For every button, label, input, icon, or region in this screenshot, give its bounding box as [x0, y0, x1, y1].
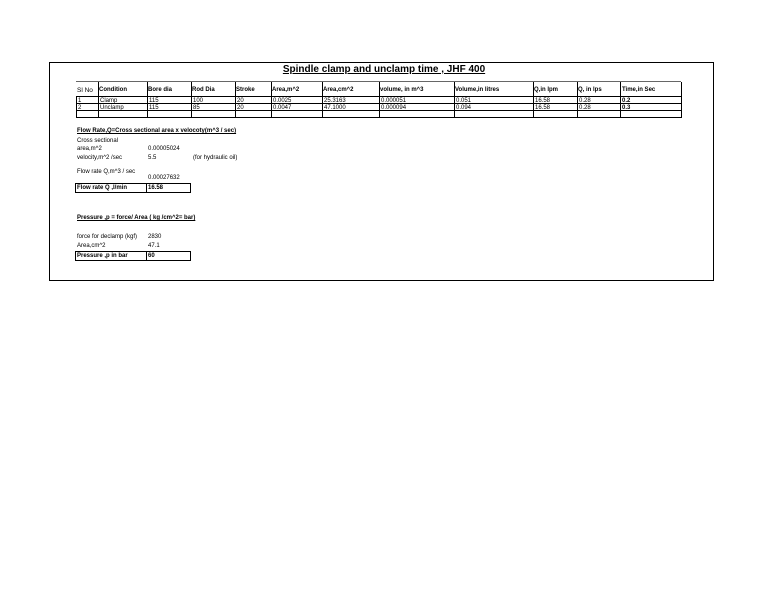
table-cell: Unclamp	[100, 105, 124, 111]
table-col-divider	[76, 96, 77, 118]
table-col-divider	[235, 82, 236, 118]
header-volume-litres: Volume,in litres	[455, 87, 500, 93]
table-col-divider	[322, 82, 323, 118]
cross-section-label: Cross sectional	[77, 138, 119, 144]
area-value: 47.1	[148, 243, 160, 249]
header-area-cm2: Area,cm^2	[323, 87, 354, 93]
pressure-result-divider	[146, 251, 147, 261]
flow-rate-result-label: Flow rate Q ,l/min	[77, 185, 128, 191]
table-cell: 115	[149, 98, 159, 104]
header-area-m2: Area,m^2	[272, 87, 300, 93]
table-col-divider	[147, 82, 148, 118]
header-time-sec: Time,in Sec	[622, 87, 656, 93]
flow-rate-result-divider	[146, 183, 147, 193]
table-cell: 25.3163	[324, 98, 346, 104]
table-col-divider	[98, 82, 99, 118]
force-value: 2830	[148, 234, 162, 240]
table-col-divider	[271, 82, 272, 118]
table-col-divider	[191, 82, 192, 118]
force-label: force for declamp (kgf)	[77, 234, 138, 240]
table-col-divider	[577, 82, 578, 118]
table-cell: 20	[237, 105, 244, 111]
header-q-lps: Q, in lps	[578, 87, 602, 93]
table-cell: 0.000094	[381, 105, 407, 111]
header-volume-m3: volume, in m^3	[380, 87, 424, 93]
header-bore-dia: Bore dia	[148, 87, 173, 93]
table-col-divider	[454, 82, 455, 118]
pressure-result-value: 60	[148, 253, 155, 259]
cross-section-label-2: area,m^2	[77, 146, 102, 152]
sheet-title: Spindle clamp and unclamp time , JHF 400	[282, 64, 486, 75]
table-cell: 0.094	[456, 105, 472, 111]
velocity-note: (for hydraulic oil)	[193, 155, 238, 161]
flow-rate-heading: Flow Rate,Q=Cross sectional area x velocoty(m^3 / sec)	[77, 128, 237, 134]
table-cell: 0.000051	[381, 98, 407, 104]
area-label: Area,cm^2	[77, 243, 106, 249]
table-cell: 85	[193, 105, 200, 111]
header-condition: Condition	[99, 87, 127, 93]
table-cell: 47.1000	[324, 105, 346, 111]
pressure-heading: Pressure ,p = force/ Area ( kg /cm^2= bar)	[77, 215, 196, 221]
flow-rate-result-value: 16.58	[148, 185, 164, 191]
table-cell: 0.0047	[273, 105, 292, 111]
table-cell: 115	[149, 105, 159, 111]
velocity-label: velocity,m^2 /sec	[77, 155, 123, 161]
table-cell: 2	[78, 105, 82, 111]
flow-rate-m3-label: Flow rate Q,m^3 / sec	[77, 169, 136, 175]
header-q-lpm: Q,in lpm	[534, 87, 558, 93]
table-cell: 0.28	[579, 98, 591, 104]
table-cell: 16.58	[535, 98, 551, 104]
table-cell: 1	[78, 98, 82, 104]
table-cell: 0.051	[456, 98, 472, 104]
table-cell: 100	[193, 98, 204, 104]
table-cell: 0.0025	[273, 98, 292, 104]
table-cell: 0.3	[622, 105, 631, 111]
cross-section-value: 0.00005024	[148, 146, 180, 152]
velocity-value: 5.5	[148, 155, 157, 161]
table-cell: 0.2	[622, 98, 631, 104]
pressure-result-label: Pressure ,p in bar	[77, 253, 128, 259]
flow-rate-m3-value: 0.00027632	[148, 175, 180, 181]
table-col-divider	[533, 82, 534, 118]
table-col-divider	[379, 82, 380, 118]
header-stroke: Stroke	[236, 87, 255, 93]
table-cell: 0.28	[579, 105, 591, 111]
header-rod-dia: Rod Dia	[192, 87, 215, 93]
table-cell: 20	[237, 98, 244, 104]
table-cell: 16.58	[535, 105, 551, 111]
table-cell: Clamp	[100, 98, 118, 104]
header-sl-no: Sl No	[77, 87, 93, 94]
